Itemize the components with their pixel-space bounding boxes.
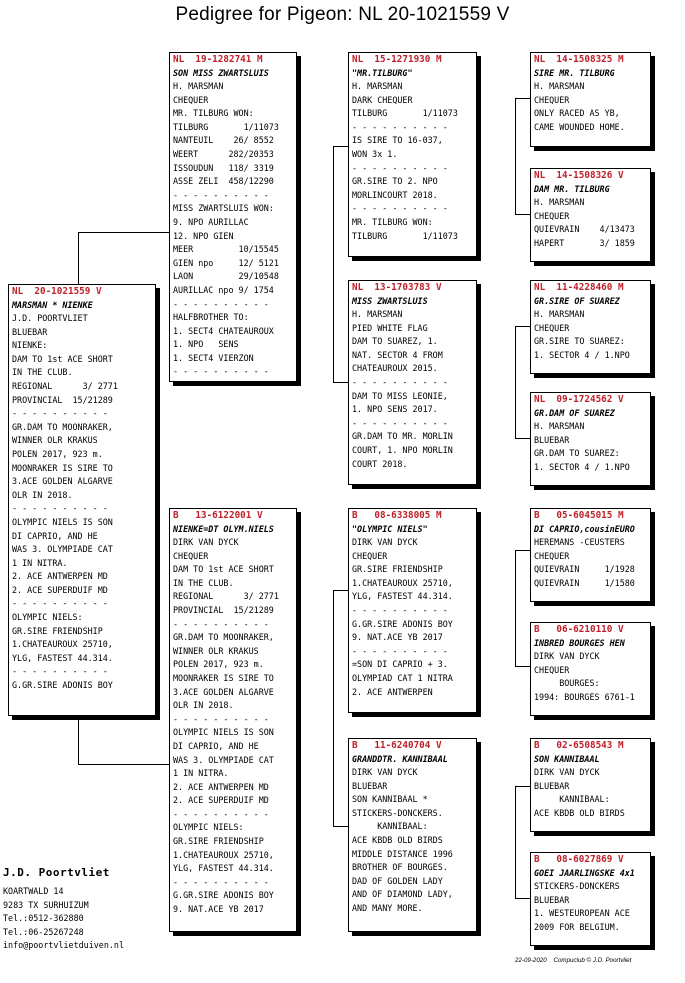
- pedigree-line: TILBURG 1/11073: [352, 108, 458, 119]
- ring-number: NL 13-1703783 V: [352, 282, 442, 293]
- pedigree-line: 1. NPO SENS 2017.: [352, 404, 438, 415]
- ring-number: NL 09-1724562 V: [534, 394, 624, 405]
- card-sire: [169, 52, 297, 382]
- pedigree-line: NANTEUIL 26/ 8552: [173, 135, 274, 146]
- pigeon-name: GR.DAM OF SUAREZ: [534, 408, 615, 418]
- pedigree-line: MORLINCOURT 2018.: [352, 189, 438, 200]
- card-dss: [530, 508, 651, 602]
- pedigree-line: MOONRAKER IS SIRE TO: [173, 672, 274, 683]
- pedigree-line: REGIONAL 3/ 2771: [173, 591, 279, 602]
- pedigree-line: REGIONAL 3/ 2771: [12, 380, 118, 391]
- pedigree-line: ISSOUDUN 118/ 3319: [173, 162, 274, 173]
- pedigree-line: 1. SECT4 CHATEAUROUX: [173, 325, 274, 336]
- pedigree-line: CHEQUER: [352, 550, 388, 561]
- breeder-address-line: 9283 TX SURHUIZUM: [3, 899, 89, 910]
- pedigree-line: 1 IN NITRA.: [173, 768, 229, 779]
- pedigree-line: OLYMPIC NIELS IS SON: [12, 516, 113, 527]
- pedigree-line: 2. ACE SUPERDUIF MD: [12, 584, 108, 595]
- pigeon-name: SON KANNIBAAL: [534, 754, 600, 764]
- pedigree-line: - - - - - - - - - -: [352, 203, 448, 214]
- pedigree-line: H. MARSMAN: [352, 309, 403, 319]
- pigeon-name: DAM MR. TILBURG: [534, 184, 610, 194]
- card-ssd: [530, 168, 651, 262]
- ring-number: NL 19-1282741 M: [173, 54, 263, 65]
- card-subject: [8, 284, 156, 716]
- pedigree-line: H. MARSMAN: [534, 81, 585, 91]
- breeder-email[interactable]: info@poortvlietduiven.nl: [3, 940, 125, 951]
- connector-subject-vertical: [78, 232, 79, 286]
- pedigree-line: 9. NAT.ACE YB 2017: [173, 904, 264, 915]
- connector-dd-a: [515, 786, 530, 787]
- pigeon-name: SIRE MR. TILBURG: [534, 68, 615, 78]
- connector-ss-b: [515, 214, 530, 215]
- page-title: Pedigree for Pigeon: NL 20-1021559 V: [175, 4, 510, 25]
- pedigree-line: GR.DAM TO MOONRAKER,: [173, 632, 274, 643]
- breeder-phone: Tel.:0512-362880: [3, 913, 84, 924]
- pedigree-line: BLUEBAR: [534, 780, 570, 791]
- pigeon-name: MARSMAN * NIENKE: [12, 300, 93, 310]
- pedigree-line: H. MARSMAN: [534, 421, 585, 431]
- pedigree-line: WINNER OLR KRAKUS: [12, 435, 98, 446]
- connector-dd-vertical: [515, 786, 516, 898]
- ring-number: B 11-6240704 V: [352, 740, 442, 751]
- connector-sd-b: [515, 438, 530, 439]
- card-dam: [169, 508, 297, 932]
- breeder-name: J.D. Poortvliet: [3, 866, 110, 879]
- pedigree-line: NAT. SECTOR 4 FROM: [352, 349, 443, 360]
- pedigree-line: COURT 2018.: [352, 458, 408, 469]
- pedigree-line: KANNIBAAL:: [534, 794, 610, 805]
- pedigree-line: AND MANY MORE.: [352, 902, 423, 913]
- pedigree-line: - - - - - - - - - -: [352, 162, 448, 173]
- pedigree-line: - - - - - - - - - -: [173, 808, 269, 819]
- pedigree-line: MEER 10/15545: [173, 244, 279, 255]
- pedigree-line: CHEQUER: [173, 94, 209, 105]
- pedigree-line: HEREMANS -CEUSTERS: [534, 537, 625, 547]
- pedigree-line: 2. ACE SUPERDUIF MD: [173, 795, 269, 806]
- ring-number: B 06-6210110 V: [534, 624, 624, 635]
- card-dam-sire: [348, 508, 477, 713]
- pedigree-line: H. MARSMAN: [534, 197, 585, 207]
- pigeon-name: SON MISS ZWARTSLUIS: [173, 68, 269, 78]
- pedigree-line: MISS ZWARTSLUIS WON:: [173, 203, 274, 214]
- connector-ss-a: [515, 98, 530, 99]
- connector-subject-sire: [78, 232, 169, 233]
- pedigree-line: 3.ACE GOLDEN ALGARVE: [173, 686, 274, 697]
- breeder-address-line: KOARTWALD 14: [3, 886, 64, 896]
- pigeon-name: NIENKE=DT OLYM.NIELS: [173, 524, 274, 534]
- pedigree-line: MR. TILBURG WON:: [173, 108, 254, 119]
- pedigree-line: - - - - - - - - - -: [12, 503, 108, 514]
- print-stamp: 22-09-2020 Compuclub © J.D. Poortvliet: [515, 957, 632, 964]
- connector-dd-b: [515, 898, 530, 899]
- pedigree-line: - - - - - - - - - -: [173, 189, 269, 200]
- pedigree-line: PROVINCIAL 15/21289: [12, 394, 113, 405]
- connector-sire-sd: [333, 382, 348, 383]
- pedigree-line: 1. SECT4 VIERZON: [173, 352, 254, 363]
- pedigree-line: TILBURG 1/11073: [352, 230, 458, 241]
- pedigree-line: 1.CHATEAUROUX 25710,: [12, 639, 113, 650]
- pedigree-line: IS SIRE TO 16-037,: [352, 135, 443, 146]
- pigeon-name: INBRED BOURGES HEN: [534, 638, 625, 648]
- pigeon-name: "MR.TILBURG": [352, 68, 413, 78]
- breeder-info: [3, 866, 124, 953]
- pedigree-line: - - - - - - - - - -: [12, 666, 108, 677]
- ring-number: B 02-6508543 M: [534, 740, 624, 751]
- pedigree-line: BLUEBAR: [534, 894, 570, 905]
- pedigree-line: DIRK VAN DYCK: [534, 651, 600, 661]
- breeder-mobile: Tel.:06-25267248: [3, 926, 84, 937]
- pedigree-line: CHEQUER: [534, 210, 570, 221]
- connector-subject-vertical-lower: [78, 716, 79, 764]
- pedigree-line: WON 3x 1.: [352, 148, 398, 159]
- connector-sd-vertical: [515, 326, 516, 438]
- pedigree-line: - - - - - - - - - -: [173, 876, 269, 887]
- pedigree-line: 3.ACE GOLDEN ALGARVE: [12, 476, 113, 487]
- pedigree-line: 1 IN NITRA.: [12, 557, 68, 568]
- pedigree-line: 1. SECTOR 4 / 1.NPO: [534, 461, 630, 472]
- connector-dam-dd: [333, 826, 348, 827]
- card-sire-dam: [348, 280, 477, 485]
- pedigree-line: G.GR.SIRE ADONIS BOY: [173, 890, 274, 901]
- pedigree-line: GR.SIRE TO 2. NPO: [352, 176, 438, 187]
- connector-ds-a: [515, 550, 530, 551]
- pedigree-line: ACE KBDB OLD BIRDS: [352, 834, 443, 845]
- pedigree-line: AND OF DIAMOND LADY,: [352, 889, 453, 900]
- pedigree-line: KANNIBAAL:: [352, 821, 428, 832]
- pigeon-name: DI CAPRIO,cousinEURO: [534, 524, 635, 534]
- pedigree-line: OLYMPIC NIELS:: [12, 612, 83, 623]
- pedigree-line: NIENKE:: [12, 340, 48, 351]
- pedigree-line: ONLY RACED AS YB,: [534, 108, 620, 119]
- pedigree-line: 1. WESTEUROPEAN ACE: [534, 908, 630, 919]
- pedigree-line: H. MARSMAN: [352, 81, 403, 91]
- pedigree-line: 1994: BOURGES 6761-1: [534, 691, 635, 702]
- pedigree-line: ACE KBDB OLD BIRDS: [534, 807, 625, 818]
- connector-subject-dam: [78, 764, 169, 765]
- pedigree-line: - - - - - - - - - -: [173, 298, 269, 309]
- ring-number: NL 14-1508326 V: [534, 170, 624, 181]
- connector-ds-vertical: [515, 550, 516, 666]
- ring-number: NL 20-1021559 V: [12, 286, 102, 297]
- pedigree-line: - - - - - - - - - -: [352, 604, 448, 615]
- pedigree-line: QUIEVRAIN 1/1580: [534, 577, 635, 588]
- connector-dam-ds: [333, 590, 348, 591]
- pigeon-name: MISS ZWARTSLUIS: [352, 296, 428, 306]
- pedigree-line: SON KANNIBAAL *: [352, 794, 428, 805]
- pigeon-name: GOEI JAARLINGSKE 4x1: [534, 868, 635, 878]
- pedigree-line: 9. NAT.ACE YB 2017: [352, 632, 443, 643]
- pedigree-line: POLEN 2017, 923 m.: [12, 448, 103, 459]
- pedigree-line: BROTHER OF BOURGES.: [352, 862, 448, 873]
- pedigree-line: PIED WHITE FLAG: [352, 322, 428, 333]
- pedigree-line: YLG, FASTEST 44.314.: [12, 652, 113, 663]
- connector-dam-vertical: [333, 590, 334, 826]
- pedigree-line: WAS 3. OLYMPIADE CAT: [173, 754, 274, 765]
- pedigree-line: 1.CHATEAUROUX 25710,: [352, 577, 453, 588]
- ring-number: B 05-6045015 M: [534, 510, 624, 521]
- ring-number: B 13-6122001 V: [173, 510, 263, 521]
- pigeon-name: "OLYMPIC NIELS": [352, 524, 428, 534]
- ring-number: NL 11-4228460 M: [534, 282, 624, 293]
- pedigree-line: DIRK VAN DYCK: [352, 537, 418, 547]
- pedigree-line: GR.SIRE FRIENDSHIP: [173, 836, 264, 847]
- connector-sire-ss: [333, 146, 348, 147]
- pedigree-line: DIRK VAN DYCK: [352, 767, 418, 777]
- pedigree-line: PROVINCIAL 15/21289: [173, 604, 274, 615]
- pedigree-line: 2009 FOR BELGIUM.: [534, 921, 620, 932]
- pedigree-line: GR.SIRE FRIENDSHIP: [12, 625, 103, 636]
- pedigree-line: - - - - - - - - - -: [352, 121, 448, 132]
- ring-number: B 08-6027869 V: [534, 854, 624, 865]
- pedigree-line: DAM TO SUAREZ, 1.: [352, 336, 438, 347]
- pedigree-line: MOONRAKER IS SIRE TO: [12, 462, 113, 473]
- pedigree-line: OLYMPIC NIELS:: [173, 822, 244, 833]
- pedigree-line: =SON DI CAPRIO + 3.: [352, 659, 448, 670]
- pedigree-line: 2. ACE ANTWERPEN MD: [12, 571, 108, 582]
- pedigree-line: BLUEBAR: [12, 326, 48, 337]
- pedigree-line: STICKERS-DONCKERS.: [352, 807, 443, 818]
- ring-number: B 08-6338005 M: [352, 510, 442, 521]
- pedigree-line: BLUEBAR: [534, 434, 570, 445]
- pedigree-line: G.GR.SIRE ADONIS BOY: [12, 680, 113, 691]
- pedigree-line: AURILLAC npo 9/ 1754: [173, 284, 274, 295]
- pedigree-line: IN THE CLUB.: [173, 577, 234, 588]
- pigeon-name: GRANDDTR. KANNIBAAL: [352, 754, 448, 764]
- pedigree-line: GR.DAM TO MR. MORLIN: [352, 431, 453, 442]
- pedigree-line: GR.SIRE TO SUAREZ:: [534, 336, 625, 347]
- pigeon-name: GR.SIRE OF SUAREZ: [534, 296, 620, 306]
- pedigree-line: - - - - - - - - - -: [352, 417, 448, 428]
- pedigree-line: H. MARSMAN: [173, 81, 224, 91]
- pedigree-line: MIDDLE DISTANCE 1996: [352, 848, 453, 859]
- pedigree-line: WAS 3. OLYMPIADE CAT: [12, 544, 113, 555]
- pedigree-line: DIRK VAN DYCK: [173, 537, 239, 547]
- pedigree-line: BOURGES:: [534, 678, 600, 689]
- pedigree-line: DARK CHEQUER: [352, 94, 413, 105]
- connector-ss-vertical: [515, 98, 516, 214]
- card-ddd: [530, 852, 651, 946]
- pedigree-line: CHATEAUROUX 2015.: [352, 363, 438, 374]
- pedigree-line: OLR IN 2018.: [12, 489, 73, 500]
- card-sds: [530, 280, 651, 374]
- pedigree-line: DI CAPRIO, AND HE: [12, 530, 98, 541]
- card-dds: [530, 738, 651, 832]
- connector-sd-a: [515, 326, 530, 327]
- pedigree-line: DAM TO 1st ACE SHORT: [173, 564, 274, 575]
- pedigree-line: QUIEVRAIN 4/13473: [534, 224, 635, 235]
- pedigree-line: QUIEVRAIN 1/1928: [534, 564, 635, 575]
- pedigree-line: J.D. POORTVLIET: [12, 313, 88, 323]
- pedigree-line: 1.CHATEAUROUX 25710,: [173, 849, 274, 860]
- pedigree-line: DIRK VAN DYCK: [534, 767, 600, 777]
- pedigree-line: - - - - - - - - - -: [12, 598, 108, 609]
- card-sss: [530, 52, 651, 147]
- card-sdd: [530, 392, 651, 486]
- pedigree-line: YLG, FASTEST 44.314.: [173, 863, 274, 874]
- pedigree-line: STICKERS-DONCKERS: [534, 881, 620, 891]
- pedigree-line: IN THE CLUB.: [12, 367, 73, 378]
- pedigree-line: BLUEBAR: [352, 780, 388, 791]
- pedigree-line: OLYMPIC NIELS IS SON: [173, 727, 274, 738]
- pedigree-line: CHEQUER: [534, 94, 570, 105]
- card-dsd: [530, 622, 651, 716]
- pedigree-line: ASSE ZELI 458/12290: [173, 176, 274, 187]
- pedigree-line: GR.DAM TO MOONRAKER,: [12, 421, 113, 432]
- pedigree-line: DAM TO 1st ACE SHORT: [12, 353, 113, 364]
- pedigree-line: - - - - - - - - - -: [173, 618, 269, 629]
- pedigree-line: HALFBROTHER TO:: [173, 312, 249, 323]
- ring-number: NL 15-1271930 M: [352, 54, 442, 65]
- pedigree-line: - - - - - - - - - -: [173, 366, 269, 377]
- pedigree-line: WEERT 282/20353: [173, 148, 274, 159]
- pedigree-line: GR.DAM TO SUAREZ:: [534, 448, 620, 459]
- connector-ds-b: [515, 666, 530, 667]
- pedigree-line: WINNER OLR KRAKUS: [173, 645, 259, 656]
- pedigree-line: YLG, FASTEST 44.314.: [352, 591, 453, 602]
- pedigree-line: DAD OF GOLDEN LADY: [352, 875, 443, 886]
- pedigree-line: 9. NPO AURILLAC: [173, 216, 249, 227]
- pedigree-line: H. MARSMAN: [534, 309, 585, 319]
- pedigree-line: HAPERT 3/ 1859: [534, 237, 635, 248]
- pedigree-line: - - - - - - - - - -: [352, 645, 448, 656]
- pedigree-line: LAON 29/10548: [173, 271, 279, 282]
- pedigree-line: CHEQUER: [534, 550, 570, 561]
- pedigree-line: 2. ACE ANTWERPEN MD: [173, 781, 269, 792]
- pedigree-line: 2. ACE ANTWERPEN: [352, 686, 433, 697]
- card-sire-sire: [348, 52, 477, 257]
- pedigree-line: OLR IN 2018.: [173, 700, 234, 711]
- pedigree-line: 1. NPO SENS: [173, 339, 239, 350]
- pedigree-line: 1. SECTOR 4 / 1.NPO: [534, 349, 630, 360]
- pedigree-line: - - - - - - - - - -: [352, 376, 448, 387]
- pedigree-line: GIEN npo 12/ 5121: [173, 257, 279, 268]
- pedigree-line: G.GR.SIRE ADONIS BOY: [352, 618, 453, 629]
- pedigree-line: CHEQUER: [534, 664, 570, 675]
- pedigree-line: DI CAPRIO, AND HE: [173, 740, 259, 751]
- pedigree-line: - - - - - - - - - -: [173, 713, 269, 724]
- pedigree-line: GR.SIRE FRIENDSHIP: [352, 564, 443, 575]
- card-dam-dam: [348, 738, 477, 932]
- pedigree-line: MR. TILBURG WON:: [352, 216, 433, 227]
- pedigree-line: CHEQUER: [173, 550, 209, 561]
- pedigree-line: 12. NPO GIEN: [173, 230, 234, 241]
- pedigree-line: OLYMPIAD CAT 1 NITRA: [352, 672, 453, 683]
- pedigree-line: CHEQUER: [534, 322, 570, 333]
- pedigree-line: TILBURG 1/11073: [173, 121, 279, 132]
- pedigree-line: POLEN 2017, 923 m.: [173, 659, 264, 670]
- pedigree-line: DAM TO MISS LEONIE,: [352, 390, 448, 401]
- pedigree-line: CAME WOUNDED HOME.: [534, 121, 625, 132]
- pedigree-line: - - - - - - - - - -: [12, 408, 108, 419]
- connector-sire-vertical: [333, 146, 334, 382]
- ring-number: NL 14-1508325 M: [534, 54, 624, 65]
- pedigree-line: COURT, 1. NPO MORLIN: [352, 444, 453, 455]
